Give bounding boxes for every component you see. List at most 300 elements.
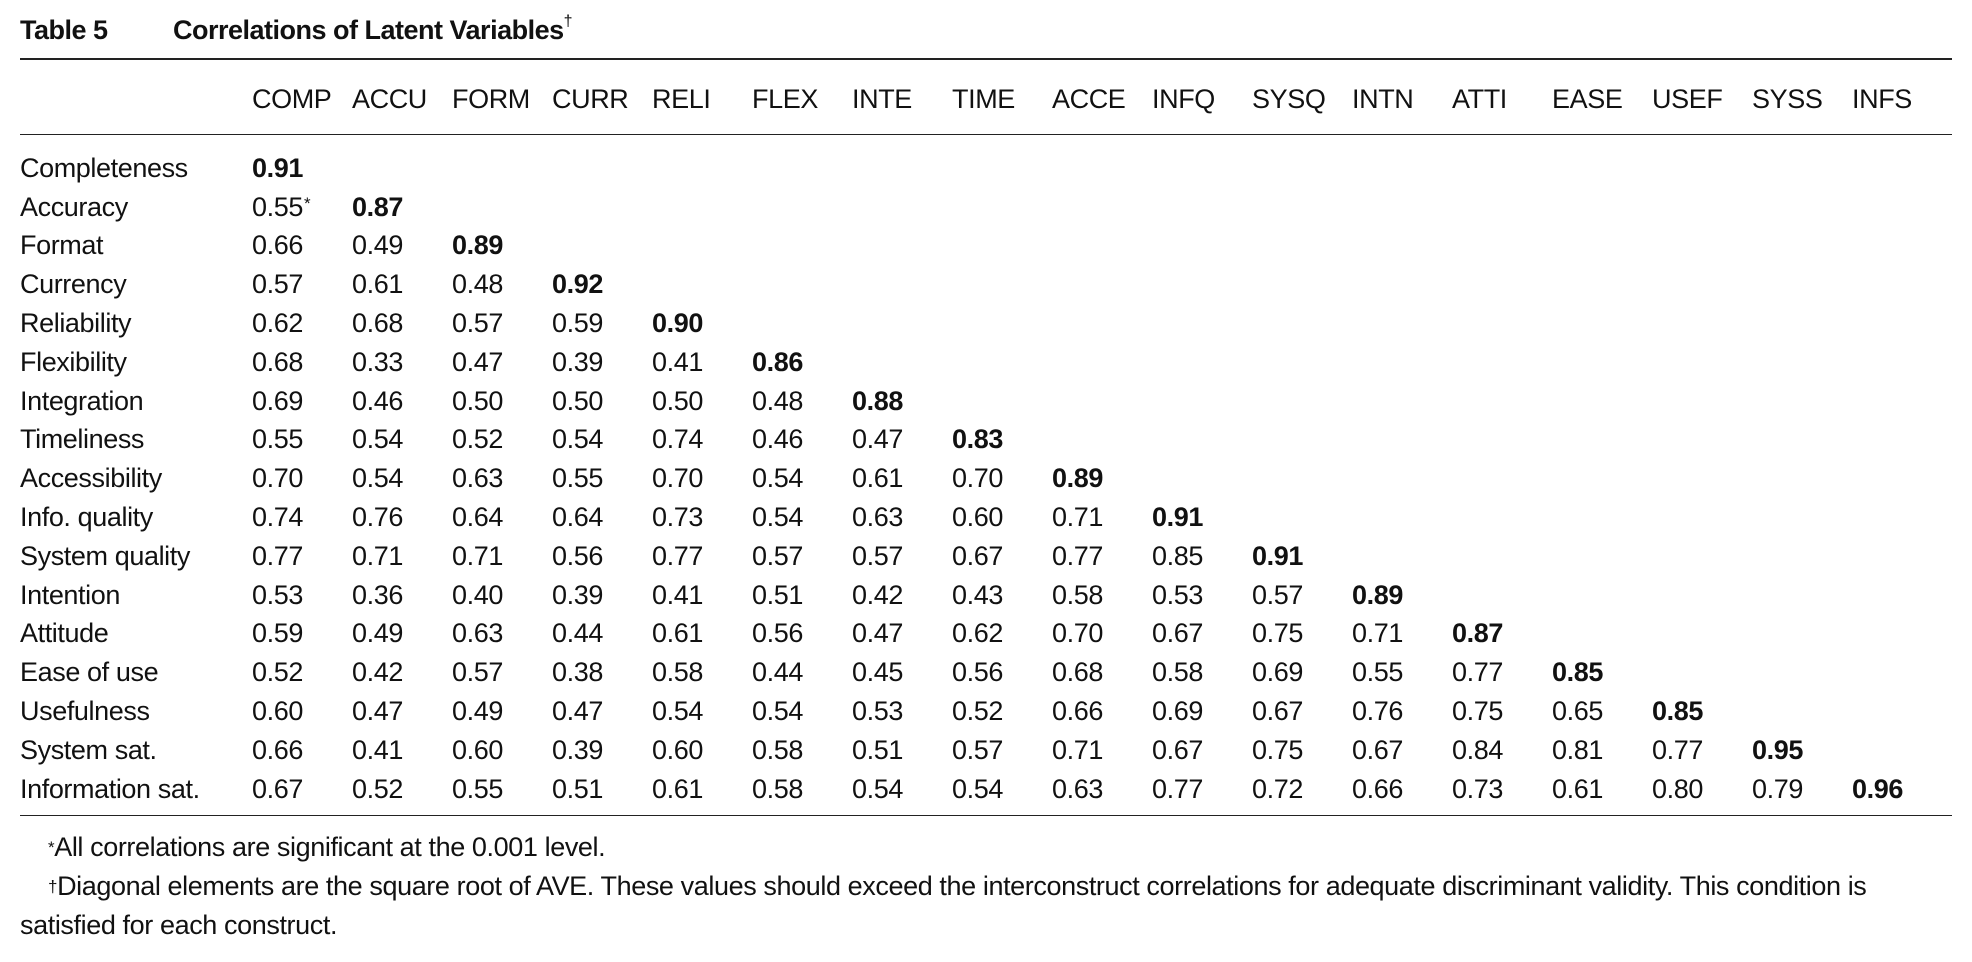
cell-value: 0.70 [652, 463, 703, 494]
empty-cell [1752, 537, 1852, 576]
correlation-cell [1052, 653, 1152, 692]
correlation-cell [652, 653, 752, 692]
cell-value: 0.48 [452, 269, 503, 300]
cell-value: 0.87 [1452, 618, 1503, 649]
cell-value: 0.89 [1352, 579, 1403, 610]
cell-value: 0.68 [1052, 657, 1103, 688]
empty-cell [1552, 498, 1652, 537]
empty-cell [1552, 421, 1652, 460]
cell-value: 0.47 [852, 618, 903, 649]
empty-cell [1752, 653, 1852, 692]
empty-cell [1652, 459, 1752, 498]
empty-cell [952, 304, 1052, 343]
empty-cell [1752, 459, 1852, 498]
empty-cell [1652, 382, 1752, 421]
correlation-cell [1652, 770, 1752, 815]
cell-value: 0.50 [652, 385, 703, 416]
table-row [20, 731, 1952, 770]
empty-cell [1452, 537, 1552, 576]
cell-value: 0.51 [852, 734, 903, 765]
cell-value: 0.49 [452, 696, 503, 727]
cell-value: 0.84 [1452, 734, 1503, 765]
cell-value: 0.62 [252, 308, 303, 339]
correlation-cell [752, 692, 852, 731]
correlation-cell [1052, 576, 1152, 615]
row-label: System quality [20, 540, 190, 571]
cell-value: 0.86 [752, 346, 803, 377]
cell-value: 0.61 [852, 463, 903, 494]
correlation-cell [352, 227, 452, 266]
empty-cell [1752, 576, 1852, 615]
cell-value: 0.67 [1352, 734, 1403, 765]
empty-cell [1452, 498, 1552, 537]
cell-value: 0.87 [352, 191, 403, 222]
empty-cell [1752, 227, 1852, 266]
correlation-cell [752, 421, 852, 460]
empty-cell [552, 149, 652, 188]
correlation-cell [652, 382, 752, 421]
empty-cell [752, 265, 852, 304]
empty-cell [452, 188, 552, 227]
correlation-cell [1252, 731, 1352, 770]
empty-cell [1152, 149, 1252, 188]
correlation-cell [652, 576, 752, 615]
empty-cell [852, 265, 952, 304]
cell-value: 0.33 [352, 346, 403, 377]
cell-value: 0.76 [352, 502, 403, 533]
correlation-cell [452, 498, 552, 537]
table-row [20, 653, 1952, 692]
correlation-cell [352, 653, 452, 692]
correlation-cell [352, 770, 452, 815]
empty-cell [1752, 615, 1852, 654]
diagonal-cell [1352, 576, 1452, 615]
empty-cell [1552, 188, 1652, 227]
correlation-cell [1452, 770, 1552, 815]
cell-value: 0.67 [1152, 734, 1203, 765]
column-header-inte: INTE [852, 83, 912, 114]
empty-cell [1852, 731, 1952, 770]
empty-cell [1552, 576, 1652, 615]
cell-value: 0.61 [1552, 773, 1603, 804]
cell-value: 0.70 [952, 463, 1003, 494]
cell-value: 0.56 [952, 657, 1003, 688]
correlation-cell [252, 537, 352, 576]
empty-cell [952, 265, 1052, 304]
correlation-cell [952, 615, 1052, 654]
empty-cell [652, 265, 752, 304]
correlation-cell [252, 615, 352, 654]
cell-value: 0.54 [352, 424, 403, 455]
cell-value: 0.42 [352, 657, 403, 688]
diagonal-cell [652, 304, 752, 343]
empty-cell [1652, 227, 1752, 266]
diagonal-cell [1052, 459, 1152, 498]
correlation-cell [352, 421, 452, 460]
correlation-cell [452, 304, 552, 343]
cell-value: 0.70 [252, 463, 303, 494]
cell-value: 0.77 [1452, 657, 1503, 688]
cell-value: 0.63 [1052, 773, 1103, 804]
cell-value: 0.57 [452, 308, 503, 339]
cell-value: 0.63 [852, 502, 903, 533]
correlation-cell [552, 537, 652, 576]
correlation-cell [1752, 770, 1852, 815]
correlation-cell [652, 770, 752, 815]
correlation-cell [1252, 615, 1352, 654]
cell-value: 0.60 [252, 696, 303, 727]
correlation-cell [552, 770, 652, 815]
cell-value: 0.89 [1052, 463, 1103, 494]
row-label: Accuracy [20, 191, 128, 222]
empty-cell [1252, 149, 1352, 188]
correlation-cell [252, 343, 352, 382]
empty-cell [1052, 343, 1152, 382]
correlation-cell [452, 265, 552, 304]
empty-cell [1652, 615, 1752, 654]
empty-cell [1752, 188, 1852, 227]
cell-value: 0.64 [452, 502, 503, 533]
cell-value: 0.66 [252, 734, 303, 765]
correlation-cell [452, 615, 552, 654]
cell-value: 0.47 [552, 696, 603, 727]
diagonal-cell [352, 188, 452, 227]
correlation-cell [552, 421, 652, 460]
column-header-time: TIME [952, 83, 1015, 114]
empty-cell [652, 149, 752, 188]
empty-cell [352, 149, 452, 188]
empty-cell [1652, 421, 1752, 460]
correlation-cell [752, 731, 852, 770]
row-label: Integration [20, 385, 144, 416]
cell-value: 0.71 [452, 540, 503, 571]
table-row [20, 188, 1952, 227]
empty-cell [1652, 343, 1752, 382]
column-header-comp: COMP [252, 83, 332, 114]
empty-cell [1452, 343, 1552, 382]
correlation-cell [1052, 692, 1152, 731]
cell-value: 0.41 [352, 734, 403, 765]
empty-cell [1752, 692, 1852, 731]
cell-value: 0.74 [652, 424, 703, 455]
correlation-cell [552, 615, 652, 654]
correlation-cell [952, 537, 1052, 576]
cell-value: 0.48 [752, 385, 803, 416]
empty-cell [1852, 653, 1952, 692]
table-row [20, 149, 1952, 188]
table-row [20, 576, 1952, 615]
correlation-cell [252, 188, 352, 227]
empty-cell [1552, 615, 1652, 654]
column-header-reli: RELI [652, 83, 711, 114]
cell-value: 0.59 [552, 308, 603, 339]
empty-cell [852, 343, 952, 382]
diagonal-cell [1452, 615, 1552, 654]
correlation-cell [352, 265, 452, 304]
table-row [20, 382, 1952, 421]
correlation-cell [1052, 498, 1152, 537]
correlation-cell [452, 731, 552, 770]
table-row [20, 770, 1952, 815]
cell-value: 0.41 [652, 346, 703, 377]
cell-value: 0.59 [252, 618, 303, 649]
cell-value: 0.75 [1252, 618, 1303, 649]
correlation-cell [252, 576, 352, 615]
empty-cell [1052, 227, 1152, 266]
cell-value: 0.57 [752, 540, 803, 571]
cell-value: 0.54 [552, 424, 603, 455]
table-row [20, 227, 1952, 266]
cell-value: 0.91 [1152, 502, 1203, 533]
empty-cell [1552, 227, 1652, 266]
empty-cell [1852, 149, 1952, 188]
cell-value: 0.60 [652, 734, 703, 765]
cell-value: 0.58 [752, 734, 803, 765]
empty-cell [1852, 459, 1952, 498]
correlation-cell [652, 615, 752, 654]
cell-value: 0.44 [552, 618, 603, 649]
diagonal-cell [1752, 731, 1852, 770]
correlation-cell [1152, 770, 1252, 815]
correlation-table [20, 60, 1952, 815]
correlation-cell [552, 653, 652, 692]
empty-cell [1852, 188, 1952, 227]
row-label: Attitude [20, 618, 109, 649]
correlation-cell [252, 731, 352, 770]
correlation-cell [452, 653, 552, 692]
cell-value: 0.44 [752, 657, 803, 688]
empty-cell [1552, 537, 1652, 576]
table-number: Table 5 [20, 14, 108, 45]
correlation-cell [652, 537, 752, 576]
correlation-cell [852, 615, 952, 654]
cell-value: 0.74 [252, 502, 303, 533]
column-header-accu: ACCU [352, 83, 427, 114]
cell-value: 0.46 [752, 424, 803, 455]
cell-value: 0.85 [1652, 696, 1703, 727]
empty-cell [1352, 265, 1452, 304]
cell-value: 0.66 [1352, 773, 1403, 804]
cell-value: 0.54 [352, 463, 403, 494]
cell-value: 0.77 [652, 540, 703, 571]
row-label: Currency [20, 269, 127, 300]
empty-cell [1852, 576, 1952, 615]
cell-value: 0.57 [952, 734, 1003, 765]
table-body [20, 135, 1952, 815]
cell-value: 0.50 [552, 385, 603, 416]
correlation-cell [1452, 653, 1552, 692]
correlation-cell [1252, 692, 1352, 731]
empty-cell [1652, 576, 1752, 615]
empty-cell [1352, 343, 1452, 382]
correlation-cell [1052, 731, 1152, 770]
correlation-cell [1252, 653, 1352, 692]
correlation-cell [952, 498, 1052, 537]
empty-cell [1152, 188, 1252, 227]
empty-cell [1152, 421, 1252, 460]
cell-value: 0.41 [652, 579, 703, 610]
column-header-sysq: SYSQ [1252, 83, 1326, 114]
cell-value: 0.52 [252, 657, 303, 688]
table-row [20, 343, 1952, 382]
empty-cell [1652, 149, 1752, 188]
cell-value: 0.52 [952, 696, 1003, 727]
empty-cell [1652, 653, 1752, 692]
cell-value: 0.61 [352, 269, 403, 300]
empty-cell [1452, 188, 1552, 227]
cell-value: 0.53 [252, 579, 303, 610]
cell-value: 0.38 [552, 657, 603, 688]
correlation-cell [452, 459, 552, 498]
correlation-cell [252, 653, 352, 692]
cell-value: 0.62 [952, 618, 1003, 649]
empty-cell [1652, 265, 1752, 304]
table-row [20, 304, 1952, 343]
cell-value: 0.66 [1052, 696, 1103, 727]
column-header-ease: EASE [1552, 83, 1623, 114]
empty-cell [1852, 227, 1952, 266]
empty-cell [1652, 188, 1752, 227]
cell-value: 0.60 [952, 502, 1003, 533]
correlation-cell [552, 731, 652, 770]
empty-cell [1552, 382, 1652, 421]
correlation-cell [852, 421, 952, 460]
table-title [173, 12, 573, 46]
empty-cell [1252, 304, 1352, 343]
cell-value: 0.91 [252, 152, 303, 183]
cell-value: 0.54 [852, 773, 903, 804]
cell-value: 0.77 [1152, 773, 1203, 804]
empty-cell [552, 227, 652, 266]
empty-cell [1152, 227, 1252, 266]
cell-value: 0.56 [752, 618, 803, 649]
table-row [20, 692, 1952, 731]
cell-value: 0.40 [452, 579, 503, 610]
correlation-cell [552, 382, 652, 421]
column-header-infs: INFS [1852, 83, 1912, 114]
empty-cell [1852, 343, 1952, 382]
cell-value: 0.58 [1052, 579, 1103, 610]
correlation-cell [752, 615, 852, 654]
cell-value: 0.69 [1252, 657, 1303, 688]
correlation-cell [1452, 731, 1552, 770]
table-caption [20, 10, 1952, 50]
table-title-text: Correlations of Latent Variables [173, 14, 564, 45]
correlation-cell [352, 343, 452, 382]
cell-value: 0.57 [452, 657, 503, 688]
empty-cell [1652, 304, 1752, 343]
empty-cell [1852, 498, 1952, 537]
correlation-cell [252, 227, 352, 266]
empty-cell [1852, 537, 1952, 576]
cell-value: 0.91 [1252, 540, 1303, 571]
empty-cell [1152, 304, 1252, 343]
cell-value: 0.71 [352, 540, 403, 571]
empty-cell [752, 304, 852, 343]
cell-value: 0.75 [1252, 734, 1303, 765]
empty-cell [1352, 227, 1452, 266]
correlation-cell [1052, 615, 1152, 654]
empty-cell [1352, 459, 1452, 498]
empty-cell [1052, 265, 1152, 304]
correlation-cell [452, 421, 552, 460]
cell-value: 0.47 [352, 696, 403, 727]
cell-value: 0.54 [752, 463, 803, 494]
correlation-cell [1552, 692, 1652, 731]
empty-cell [1152, 265, 1252, 304]
correlation-cell [1052, 537, 1152, 576]
correlation-cell [252, 770, 352, 815]
cell-value: 0.71 [1052, 734, 1103, 765]
cell-value: 0.55 [252, 424, 303, 455]
empty-cell [1252, 421, 1352, 460]
diagonal-cell [1552, 653, 1652, 692]
cell-value: 0.49 [352, 230, 403, 261]
empty-cell [1752, 343, 1852, 382]
correlation-cell [252, 498, 352, 537]
correlation-cell [1352, 615, 1452, 654]
cell-value: 0.57 [852, 540, 903, 571]
note-significance [20, 828, 1952, 867]
empty-cell [752, 149, 852, 188]
correlation-cell [252, 459, 352, 498]
cell-value: 0.55 [552, 463, 603, 494]
cell-value: 0.55 [452, 773, 503, 804]
cell-value: 0.64 [552, 502, 603, 533]
cell-value: 0.56 [552, 540, 603, 571]
correlation-cell [752, 498, 852, 537]
cell-value: 0.42 [852, 579, 903, 610]
empty-cell [1252, 227, 1352, 266]
empty-cell [1152, 459, 1252, 498]
cell-value: 0.95 [1752, 734, 1803, 765]
empty-cell [1752, 382, 1852, 421]
cell-value: 0.63 [452, 618, 503, 649]
correlation-cell [552, 459, 652, 498]
correlation-cell [252, 304, 352, 343]
correlation-cell [352, 459, 452, 498]
correlation-cell [952, 731, 1052, 770]
correlation-cell [752, 382, 852, 421]
correlation-cell [1352, 692, 1452, 731]
cell-value: 0.39 [552, 579, 603, 610]
table-notes [20, 828, 1952, 945]
table-row [20, 421, 1952, 460]
cell-value: 0.75 [1452, 696, 1503, 727]
cell-value: 0.52 [452, 424, 503, 455]
diagonal-cell [552, 265, 652, 304]
diagonal-cell [252, 149, 352, 188]
empty-cell [1452, 459, 1552, 498]
table-row [20, 498, 1952, 537]
cell-value: 0.80 [1652, 773, 1703, 804]
correlation-cell [1152, 692, 1252, 731]
cell-value: 0.73 [652, 502, 703, 533]
row-label: System sat. [20, 734, 157, 765]
correlation-cell [352, 615, 452, 654]
cell-value: 0.39 [552, 734, 603, 765]
row-label: Format [20, 230, 104, 261]
empty-cell [1852, 304, 1952, 343]
correlation-cell [652, 692, 752, 731]
row-label: Intention [20, 579, 120, 610]
cell-value: 0.49 [352, 618, 403, 649]
empty-cell [952, 382, 1052, 421]
diagonal-cell [1852, 770, 1952, 815]
cell-value: 0.47 [452, 346, 503, 377]
empty-cell [952, 343, 1052, 382]
cell-value: 0.81 [1552, 734, 1603, 765]
